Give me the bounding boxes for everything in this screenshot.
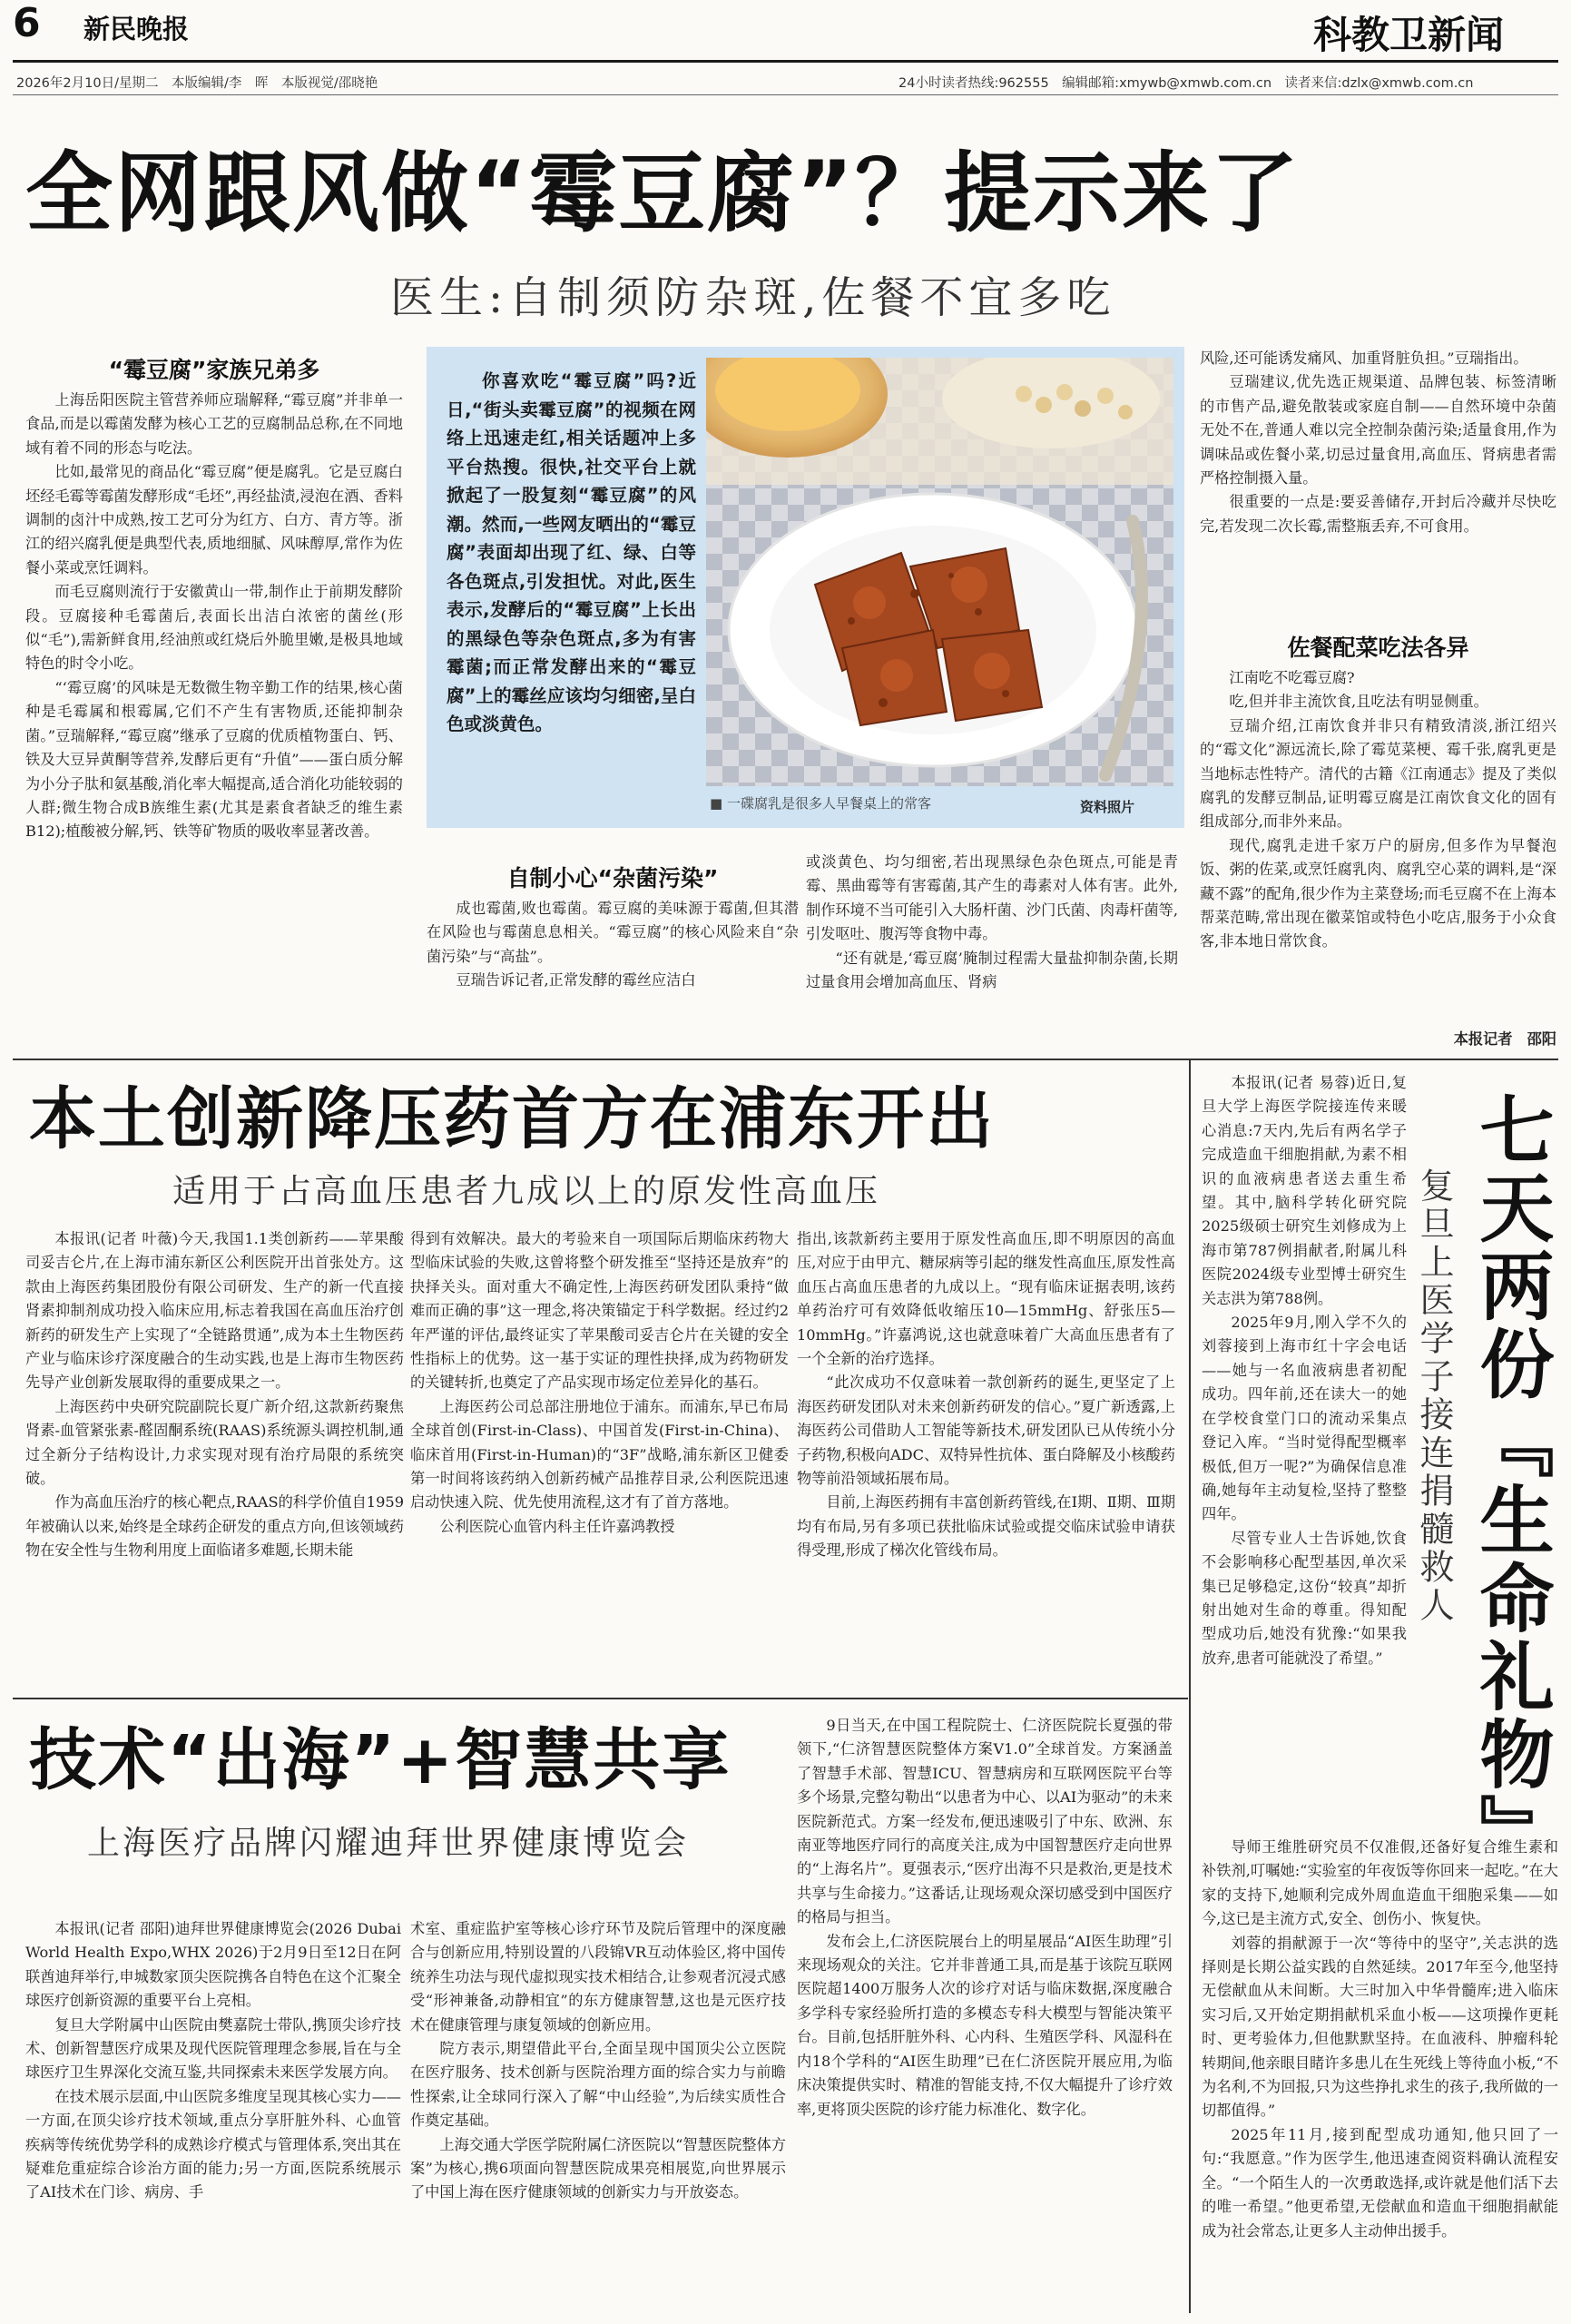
story1-lead: 你喜欢吃“霉豆腐”吗?近日,“街头卖霉豆腐”的视频在网络上迅速走红,相关话题冲上多平台热搜。很快,社交平台上就掀起了一股复刻“霉豆腐”的风潮。然而,一些网友晒出的“霉豆腐”表面却出现了红、绿、白等各色斑点,引发担忧。对此,医生表示,发酵后的“霉豆腐”上长出的黑绿色等杂色斑点,多为有害霉菌;而正常发酵出来的“霉豆腐”上的霉丝应该均匀细密,呈白色或淡黄色。 <box>447 370 696 734</box>
story3-deck: 上海医疗品牌闪耀迪拜世界健康博览会 <box>87 1825 690 1862</box>
paragraph: 豆瑞告诉记者,正常发酵的霉丝应洁白 <box>456 971 696 990</box>
paragraph: 9日当天,在中国工程院院士、仁济医院院长夏强的带领下,“仁济智慧医院整体方案V1.0”全球首发。方案涵盖了智慧手术部、智慧ICU、智慧病房和互联网医院平台等多个场景,完整勾勒出“以患者为中心、以AI为驱动”的未来医院新范式。方案一经发布,便迅速吸引了中东、欧洲、东南亚等地医疗同行的高度关注,成为中国智慧医疗走向世界的“上海名片”。夏强表示,“医疗出海不只是救治,更是技术共享与生命接力。”这番话,让现场观众深切感受到中国医疗的格局与担当。 <box>797 1717 1173 1926</box>
story2-col2 <box>410 1227 789 1689</box>
story4-headline: 七天两份『生命礼物』 <box>1468 1091 1554 1872</box>
story1-deck: 医生:自制须防杂斑,佐餐不宜多吃 <box>390 272 1116 323</box>
masthead: 新民晚报 <box>83 14 190 44</box>
paragraph: 本报讯(记者 邵阳)迪拜世界健康博览会(2026 Dubai World Health Expo,WHX 2026)于2月9日至12日在阿联酋迪拜举行,申城数家顶尖医院携各自特色在这个汇聚全球医疗创新资源的重要平台上亮相。 <box>25 1920 401 2010</box>
header-rule-thin <box>13 94 1558 95</box>
paragraph: “还有就是,‘霉豆腐’腌制过程需大量盐抑制杂菌,长期过量食用会增加高血压、肾病 <box>806 949 1178 991</box>
paragraph: 本报讯(记者 易蓉)近日,复旦大学上海医学院接连传来暖心消息:7天内,先后有两名学子完成造血干细胞捐献,为素不相识的血液病患者送去重生希望。其中,脑科学转化研究院2025级硕士研究生刘修成为上海市第787例捐献者,附属儿科医院2024级专业型博士研究生关志洪为第788例。 <box>1202 1074 1407 1307</box>
paragraph: 目前,上海医药拥有丰富创新药管线,在Ⅰ期、Ⅱ期、Ⅲ期均有布局,另有多项已获批临床试验或提交临床试验申请获得受理,形成了梯次化管线布局。 <box>797 1493 1175 1560</box>
paragraph: 很重要的一点是:要妥善储存,开封后冷藏并尽快吃完,若发现二次长霉,需整瓶丢弃,不可食用。 <box>1200 493 1556 535</box>
paragraph: 成也霉菌,败也霉菌。霉豆腐的美味源于霉菌,但其潜在风险也与霉菌息息相关。“霉豆腐”的核心风险来自“杂菌污染”与“高盐”。 <box>427 900 799 965</box>
story1-subhead-3: 佐餐配菜吃法各异 <box>1287 635 1469 661</box>
date-line: 2026年2月10日/星期二 本版编辑/李 晖 本版视觉/邵晓艳 <box>16 76 378 91</box>
photo-caption: ■ 一碟腐乳是很多人早餐桌上的常客 <box>710 795 931 812</box>
fermented-tofu-photo <box>706 358 1173 786</box>
paragraph: 吃,但并非主流饮食,且吃法有明显侧重。 <box>1229 693 1488 711</box>
contact-line: 24小时读者热线:962555 编辑邮箱:xmywb@xmwb.com.cn 读者来信:dzlx@xmwb.com.cn <box>898 76 1474 91</box>
story1-col1 <box>25 389 403 1051</box>
story1-col4 <box>1200 347 1556 619</box>
story2-headline: 本土创新降压药首方在浦东开出 <box>29 1080 995 1158</box>
paragraph: 尽管专业人士告诉她,饮食不会影响移心配型基因,单次采集已足够稳定,这份“较真”却折射出她对生命的尊重。得知配型成功后,她没有犹豫:“如果我放弃,患者可能就没了希望。” <box>1202 1529 1407 1667</box>
photo-frame <box>706 358 1173 786</box>
story3-headline: 技术“出海”+智慧共享 <box>29 1721 731 1799</box>
paragraph: 上海岳阳医院主管营养师应瑞解释,“霉豆腐”并非单一食品,而是以霉菌发酵为核心工艺的豆腐制品总称,在不同地域有着不同的形态与吃法。 <box>25 391 403 457</box>
paragraph: 现代,腐乳走进千家万户的厨房,但多作为早餐泡饭、粥的佐菜,或烹饪腐乳肉、腐乳空心菜的调料,是“深藏不露”的配角,很少作为主菜登场;而毛豆腐不在上海本帮菜范畴,常出现在徽菜馆或特色小吃店,服务于小众食客,非本地日常饮食。 <box>1200 836 1556 950</box>
paragraph: 得到有效解决。最大的考验来自一项国际后期临床药物大型临床试验的失败,这曾将整个研发推至“坚持还是放弃”的抉择关头。面对重大不确定性,上海医药研发团队秉持“做难而正确的事”这一理念,将决策锚定于科学数据。经过约2年严谨的评估,最终证实了苹果酸司妥吉仑片在关键的安全性指标上的优势。这一基于实证的理性抉择,成为药物研发的关键转折,也奠定了产品实现市场定位差异化的基石。 <box>410 1230 789 1392</box>
paragraph: 作为高血压治疗的核心靶点,RAAS的科学价值自1959年被确认以来,始终是全球药企研发的重点方向,但该领域药物在安全性与生物利用度上面临诸多难题,长期未能 <box>25 1493 404 1560</box>
paragraph: 江南吃不吃霉豆腐? <box>1229 669 1355 686</box>
story1-byline: 本报记者 邵阳 <box>1453 1030 1556 1048</box>
story1-col4b <box>1200 666 1556 1029</box>
paragraph: 上海交通大学医学院附属仁济医院以“智慧医院整体方案”为核心,携6项面向智慧医院成果亮相展览,向世界展示了中国上海在医疗健康领域的创新实力与开放姿态。 <box>410 2135 786 2201</box>
story1-col2 <box>427 897 799 1051</box>
paragraph: 比如,最常见的商品化“霉豆腐”便是腐乳。它是豆腐白坯经毛霉等霉菌发酵形成“毛坯”,再经盐渍,浸泡在酒、香料调制的卤汁中成熟,按工艺可分为红方、白方、青方等。浙江的绍兴腐乳便是典型代表,质地细腻、风味醇厚,常作为佐餐小菜或烹饪调料。 <box>25 463 403 576</box>
story2-col1 <box>25 1227 404 1689</box>
paragraph: 导师王维胜研究员不仅准假,还备好复合维生素和补铁剂,叮嘱她:“实验室的年夜饭等你回来一起吃。”在大家的支持下,她顺利完成外周血造血干细胞采集——如今,这已是主流方式,安全、创伤小、恢复快。 <box>1202 1838 1558 1928</box>
story1-subhead-2: 自制小心“杂菌污染” <box>506 865 719 891</box>
section-title: 科教卫新闻 <box>1313 13 1505 57</box>
paragraph: 上海医药公司总部注册地位于浦东。而浦东,早已布局全球首创(First-in-Class)、中国首发(First-in-China)、临床首用(First-in-Human)的“3F”战略,浦东新区卫健委第一时间将该药纳入创新药械产品推荐目录,公利医院迅速启动快速入院、优先使用流程,这才有了首方落地。 <box>410 1397 789 1512</box>
story4-bottom-block <box>1202 1836 1558 2319</box>
paragraph: 发布会上,仁济医院展台上的明星展品“AI医生助理”引来现场观众的关注。它并非普通工具,而是基于该院互联网医院超1400万服务人次的诊疗对话与临床数据,深度融合多学科专家经验所打造的多模态专科大模型与智能决策平台。目前,包括肝脏外科、心内科、生殖医学科、风湿科在内18个学科的“AI医生助理”已在仁济医院开展应用,为临床决策提供实时、精准的智能支持,不仅大幅提升了诊疗效率,更将顶尖医院的诊疗能力标准化、数字化。 <box>797 1932 1173 2118</box>
paragraph: 本报讯(记者 叶薇)今天,我国1.1类创新药——苹果酸司妥吉仑片,在上海市浦东新区公利医院开出首张处方。这款由上海医药集团股份有限公司研发、生产的新一代直接肾素抑制剂成功投入临床应用,标志着我国在高血压治疗创新药的研发生产上实现了“全链路贯通”,成为本土生物医药产业与临床诊疗深度融合的生动实践,也是上海市生物医药先导产业创新发展取得的重要成果之一。 <box>25 1230 404 1392</box>
paragraph: 2025年9月,刚入学不久的刘蓉接到上海市红十字会电话——她与一名血液病患者初配成功。四年前,还在读大一的她在学校食堂门口的流动采集点登记入库。“当时觉得配型概率极低,但万一呢?”为确保信息准确,她每年主动复检,坚持了整整四年。 <box>1202 1314 1407 1523</box>
story3-col1 <box>25 1917 401 2319</box>
paragraph: 在技术展示层面,中山医院多维度呈现其核心实力——一方面,在顶尖诊疗技术领域,重点分享肝脏外科、心血管疾病等传统优势学科的成熟诊疗模式与管理体系,突出其在疑难危重症综合诊治方面的能力;另一方面,医院系统展示了AI技术在门诊、病房、手 <box>25 2087 401 2201</box>
header-rule <box>13 60 1558 63</box>
paragraph: 公利医院心血管内科主任许嘉鸿教授 <box>439 1517 675 1535</box>
paragraph: “此次成功不仅意味着一款创新药的诞生,更坚定了上海医药研发团队对未来创新药研发的信心。”夏广新透露,上海医药公司借助人工智能等新技术,研发团队已从传统小分子药物,积极向ADC、双特异性抗体、蛋白降解及小核酸药物等前沿领域拓展布局。 <box>797 1374 1175 1488</box>
story3-col3 <box>797 1714 1173 2319</box>
paragraph: 复旦大学附属中山医院由樊嘉院士带队,携顶尖诊疗技术、创新智慧医疗成果及现代医院管理理念参展,旨在与全球医疗卫生界深化交流互鉴,共同探索未来医学发展方向。 <box>25 2015 401 2082</box>
photo-credit: 资料照片 <box>1080 799 1135 815</box>
story2-col3 <box>797 1227 1175 1689</box>
paragraph: 豆瑞介绍,江南饮食并非只有精致清淡,浙江绍兴的“霉文化”源远流长,除了霉苋菜梗、霉千张,腐乳更是当地标志性特产。清代的古籍《江南通志》提及了类似腐乳的发酵豆制品,证明霉豆腐是江南饮食文化的固有组成部分,而非外来品。 <box>1200 716 1556 831</box>
paragraph: 豆瑞建议,优先选正规渠道、品牌包装、标签清晰的市售产品,避免散装或家庭自制——自然环境中杂菌无处不在,普通人难以完全控制杂菌污染;适量食用,作为调味品或佐餐小菜,切忌过量食用,高血压、肾病患者需严格控制摄入量。 <box>1200 373 1556 487</box>
paragraph: 而毛豆腐则流行于安徽黄山一带,制作止于前期发酵阶段。豆腐接种毛霉菌后,表面长出洁白浓密的菌丝(形似“毛”),需新鲜食用,经油煎或红烧后外脆里嫩,是极具地域特色的时令小吃。 <box>25 583 403 673</box>
vertical-divider <box>1189 1060 1191 2313</box>
paragraph: 上海医药中央研究院副院长夏广新介绍,这款新药聚焦肾素-血管紧张素-醛固酮系统(RAAS)系统源头调控机制,通过全新分子结构设计,力求实现对现有治疗局限的系统突破。 <box>25 1397 404 1488</box>
paragraph: 2025年11月,接到配型成功通知,他只回了一句:“我愿意。”作为医学生,他迅速查阅资料确认流程安全。“一个陌生人的一次勇敢选择,或许就是他们活下去的唯一希望。”他更希望,无偿献血和造血干细胞捐献能成为社会常态,让更多人主动伸出援手。 <box>1202 2125 1558 2240</box>
section-divider-1 <box>13 1059 1558 1060</box>
paragraph: 指出,该款新药主要用于原发性高血压,即不明原因的高血压,对应于由甲亢、糖尿病等引起的继发性高血压,原发性高血压占高血压患者的九成以上。“现有临床证据表明,该药单药治疗可有效降低收缩压10—15mmHg、舒张压5—10mmHg。”许嘉鸿说,这也就意味着广大高血压患者有了一个全新的治疗选择。 <box>797 1230 1175 1368</box>
paragraph: 或淡黄色、均匀细密,若出现黑绿色杂色斑点,可能是青霉、黑曲霉等有害霉菌,其产生的毒素对人体有害。此外,制作环境不当可能引入大肠杆菌、沙门氏菌、肉毒杆菌等,引发呕吐、腹泻等食物中毒。 <box>806 853 1178 943</box>
story4-top-block <box>1202 1071 1407 1836</box>
section-divider-2 <box>13 1698 1188 1699</box>
story3-col2 <box>410 1917 786 2319</box>
paragraph: 院方表示,期望借此平台,全面呈现中国顶尖公立医院在医疗服务、技术创新与医院治理方面的综合实力与前瞻性探索,让全球同行深入了解“中山经验”,为后续实质性合作奠定基础。 <box>410 2040 786 2130</box>
story1-col3 <box>806 851 1178 1051</box>
paragraph: “‘霉豆腐’的风味是无数微生物辛勤工作的结果,核心菌种是毛霉属和根霉属,它们不产生有害物质,还能抑制杂菌。”豆瑞解释,“霉豆腐”继承了豆腐的优质植物蛋白、钙、铁及大豆异黄酮等营养,发酵后更有“升值”——蛋白质分解为小分子肽和氨基酸,消化率大幅提高,适合消化功能较弱的人群;微生物合成B族维生素(尤其是素食者缺乏的维生素B12);植酸被分解,钙、铁等矿物质的吸收率显著改善。 <box>25 678 403 841</box>
page-number: 6 <box>13 0 41 46</box>
paragraph: 刘蓉的捐献源于一次“等待中的坚守”,关志洪的选择则是长期公益实践的自然延续。2017年至今,他坚持无偿献血从未间断。大三时加入中华骨髓库;进入临床实习后,又开始定期捐献机采血小板——这项操作更耗时、更考验体力,但他默默坚持。在血液科、肿瘤科轮转期间,他亲眼目睹许多患儿在生死线上等待血小板,“不为名利,不为回报,只为这些挣扎求生的孩子,我所做的一切都值得。” <box>1202 1934 1558 2120</box>
story1-subhead-1: “霉豆腐”家族兄弟多 <box>108 357 320 383</box>
story1-headline: 全网跟风做“霉豆腐”？提示来了 <box>25 143 1301 244</box>
paragraph: 风险,还可能诱发痛风、加重肾脏负担。”豆瑞指出。 <box>1200 350 1528 367</box>
story4-deck: 复旦上医学子接连捐髓救人 <box>1414 1167 1454 1625</box>
lead-box <box>427 347 1184 828</box>
story2-deck: 适用于占高血压患者九成以上的原发性高血压 <box>172 1173 881 1210</box>
paragraph: 术室、重症监护室等核心诊疗环节及院后管理中的深度融合与创新应用,特别设置的八段锦VR互动体验区,将中国传统养生功法与现代虚拟现实技术相结合,让参观者沉浸式感受“形神兼备,动静相宜”的东方健康智慧,这也是元医疗技术在健康管理与康复领域的创新应用。 <box>410 1920 786 2034</box>
